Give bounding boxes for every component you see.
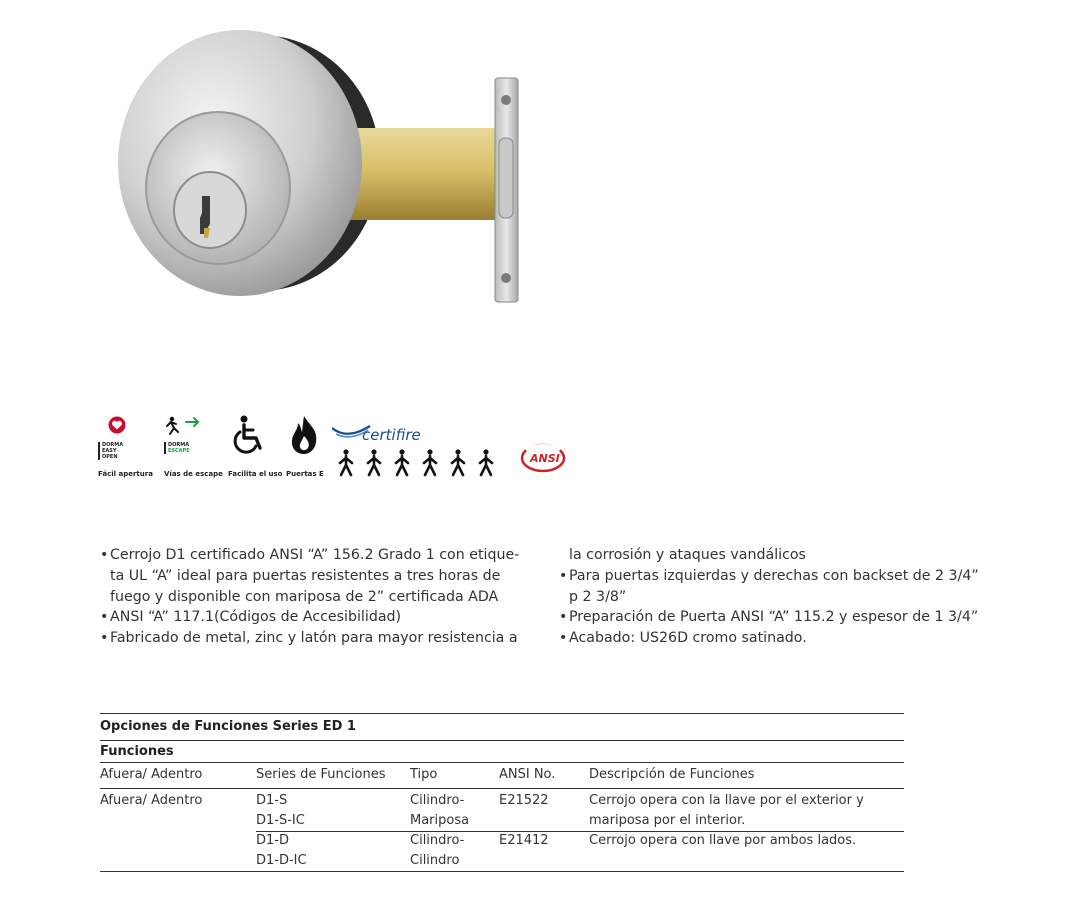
column-header: Descripción de Funciones <box>589 767 755 782</box>
column-header: ANSI No. <box>499 767 556 782</box>
heart-icon <box>108 416 126 434</box>
table-cell-series: D1-S-IC <box>256 813 305 828</box>
column-header: Series de Funciones <box>256 767 386 782</box>
table-cell-tipo: Mariposa <box>410 813 470 828</box>
column-header: Afuera/ Adentro <box>100 767 203 782</box>
feature-line: • Cerrojo D1 certificado ANSI “A” 156.2 Grado 1 con etique- <box>100 545 536 566</box>
escape-tag <box>164 442 190 454</box>
table-cell-ansi: E21522 <box>499 793 549 808</box>
certifire-logo: certifire <box>362 426 421 444</box>
table-cell-side: Afuera/ Adentro <box>100 793 203 808</box>
feature-line: • Para puertas izquierdas y derechas con backset de 2 3/4” <box>559 566 1009 587</box>
table-cell-tipo: Cilindro- <box>410 793 465 808</box>
feature-line: • Fabricado de metal, zinc y latón para mayor resistencia a <box>100 628 536 649</box>
feature-line: ta UL “A” ideal para puertas resistentes a tres horas de <box>110 567 501 584</box>
features-right-column <box>559 545 1009 649</box>
accessibility-caption: Facilita el uso <box>228 470 283 478</box>
easy-open-caption: Fácil apertura <box>98 470 153 478</box>
running-exit-icon <box>164 414 204 436</box>
table-title: Opciones de Funciones Series ED 1 <box>100 719 356 734</box>
table-rule <box>100 762 904 763</box>
table-rule <box>100 788 904 789</box>
table-section: Funciones <box>100 744 174 759</box>
feature-line: • Acabado: US26D cromo satinado. <box>559 628 1009 649</box>
feature-line: la corrosión y ataques vandálicos <box>569 547 806 563</box>
walking-figures-icon <box>336 448 500 478</box>
table-rule <box>100 713 904 714</box>
feature-line: • ANSI “A” 117.1(Códigos de Accesibilidad) <box>100 607 536 628</box>
escape-caption: Vías de escape <box>164 470 223 478</box>
easy-open-brand: DORMA <box>102 442 124 448</box>
flame-icon <box>288 414 320 456</box>
easy-open-brand-sub: EASY OPEN <box>102 448 118 460</box>
wheelchair-icon <box>232 414 270 454</box>
features-left-column <box>100 545 536 649</box>
table-cell-desc: Cerrojo opera con la llave por el exterior y <box>589 793 864 808</box>
table-cell-series: D1-S <box>256 793 288 808</box>
table-cell-series: D1-D <box>256 833 289 848</box>
column-header: Tipo <box>410 767 438 782</box>
table-cell-series: D1-D-IC <box>256 853 307 868</box>
table-cell-tipo: Cilindro <box>410 853 460 868</box>
certification-icons-row <box>96 412 576 482</box>
feature-line: • Preparación de Puerta ANSI “A” 115.2 y espesor de 1 3/4” <box>559 607 1009 628</box>
table-cell-desc: Cerrojo opera con llave por ambos lados. <box>589 833 857 848</box>
table-cell-ansi: E21412 <box>499 833 549 848</box>
table-rule <box>100 740 904 741</box>
feature-line: fuego y disponible con mariposa de 2” certificada ADA <box>110 588 499 605</box>
easy-open-tag <box>98 442 123 460</box>
feature-line: p 2 3/8” <box>569 588 627 605</box>
table-cell-tipo: Cilindro- <box>410 833 465 848</box>
ansi-logo: ANSI <box>530 452 560 465</box>
deadbolt-product-image <box>100 28 548 310</box>
escape-brand-sub: ESCAPE <box>168 448 190 454</box>
table-cell-desc: mariposa por el interior. <box>589 813 746 828</box>
table-rule <box>100 871 904 872</box>
fire-caption: Puertas E <box>286 470 324 478</box>
escape-brand: DORMA <box>168 442 190 448</box>
